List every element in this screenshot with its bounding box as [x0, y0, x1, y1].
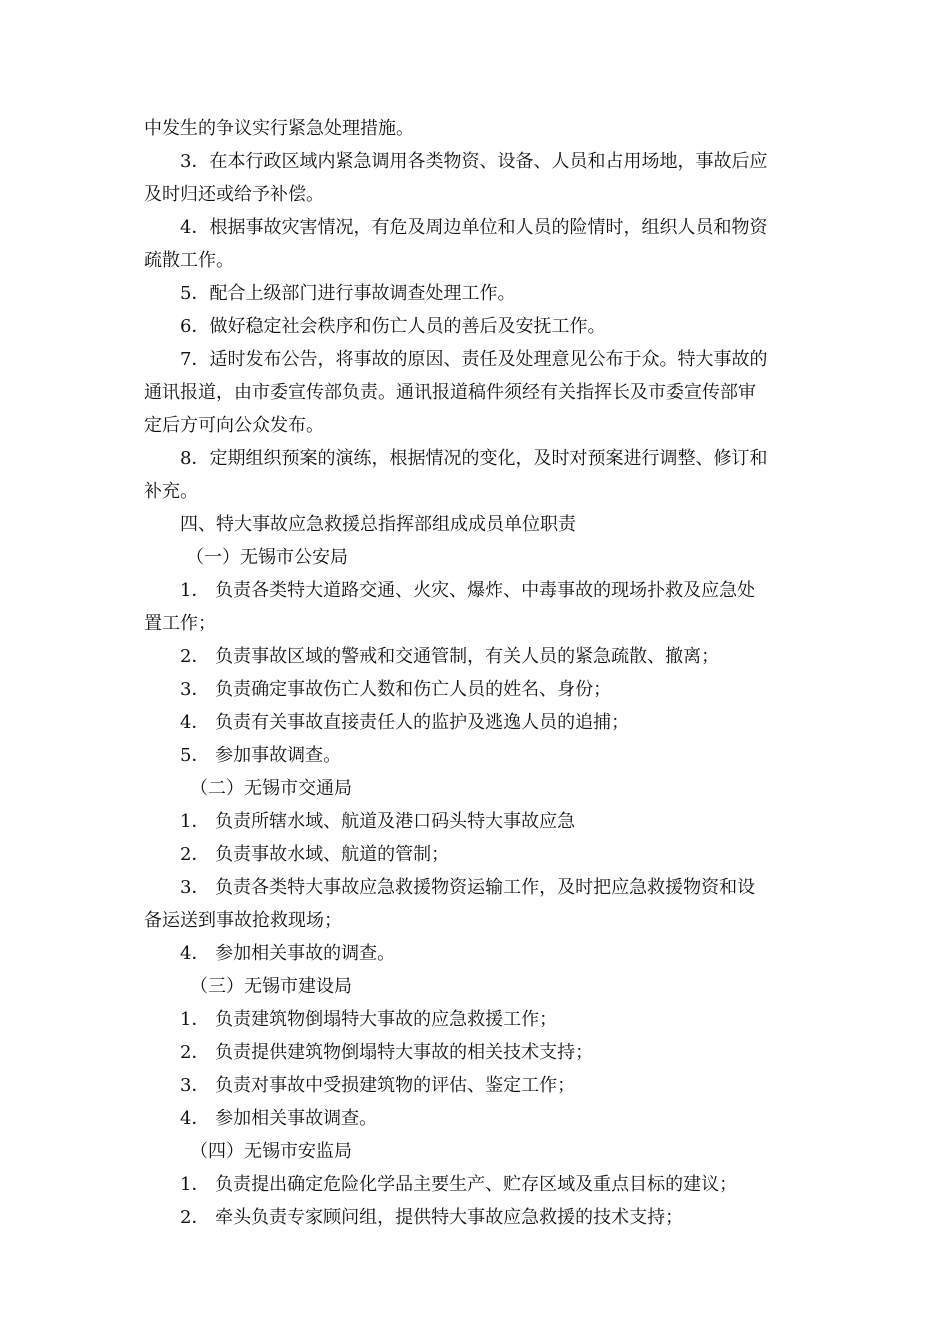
text-line: 1． 负责各类特大道路交通、火灾、爆炸、中毒事故的现场扑救及应急处 — [180, 580, 756, 601]
text-line: 2． 负责事故水域、航道的管制； — [180, 844, 450, 865]
text-line: 通讯报道，由市委宣传部负责。通讯报道稿件须经有关指挥长及市委宣传部审 — [144, 382, 756, 403]
subsection-heading: （三）无锡市建设局 — [190, 976, 352, 997]
text-line: 2． 负责提供建筑物倒塌特大事故的相关技术支持； — [180, 1042, 594, 1063]
text-line: 5．配合上级部门进行事故调查处理工作。 — [180, 283, 516, 304]
section-heading: 四、特大事故应急救援总指挥部组成成员单位职责 — [180, 514, 576, 535]
text-line: 定后方可向公众发布。 — [144, 415, 324, 436]
text-line: 4． 参加相关事故调查。 — [180, 1108, 378, 1129]
text-line: 及时归还或给予补偿。 — [144, 184, 324, 205]
text-line: 3． 负责各类特大事故应急救援物资运输工作，及时把应急救援物资和设 — [180, 877, 756, 898]
text-line: 3． 负责对事故中受损建筑物的评估、鉴定工作； — [180, 1075, 576, 1096]
text-line: 4． 负责有关事故直接责任人的监护及逃逸人员的追捕； — [180, 712, 630, 733]
subsection-heading: （一）无锡市公安局 — [186, 547, 348, 568]
text-line: 2． 负责事故区域的警戒和交通管制，有关人员的紧急疏散、撤离； — [180, 646, 720, 667]
text-line: 疏散工作。 — [144, 250, 234, 271]
text-line: 1． 负责所辖水域、航道及港口码头特大事故应急 — [180, 811, 576, 832]
text-line: 置工作； — [144, 613, 216, 634]
text-line: 1． 负责建筑物倒塌特大事故的应急救援工作； — [180, 1009, 558, 1030]
text-line: 中发生的争议实行紧急处理措施。 — [144, 118, 414, 139]
text-line: 补充。 — [144, 481, 198, 502]
text-line: 6．做好稳定社会秩序和伤亡人员的善后及安抚工作。 — [180, 316, 606, 337]
text-line: 3． 负责确定事故伤亡人数和伤亡人员的姓名、身份； — [180, 679, 612, 700]
text-line: 5． 参加事故调查。 — [180, 745, 342, 766]
text-line: 8．定期组织预案的演练，根据情况的变化，及时对预案进行调整、修订和 — [180, 448, 768, 469]
text-line: 4． 参加相关事故的调查。 — [180, 943, 396, 964]
text-line: 4．根据事故灾害情况，有危及周边单位和人员的险情时，组织人员和物资 — [180, 217, 768, 238]
text-line: 2． 牵头负责专家顾问组，提供特大事故应急救援的技术支持； — [180, 1207, 684, 1228]
text-line: 7．适时发布公告，将事故的原因、责任及处理意见公布于众。特大事故的 — [180, 349, 768, 370]
text-line: 1． 负责提出确定危险化学品主要生产、贮存区域及重点目标的建议； — [180, 1174, 738, 1195]
text-line: 3．在本行政区域内紧急调用各类物资、设备、人员和占用场地，事故后应 — [180, 151, 768, 172]
text-line: 备运送到事故抢救现场； — [144, 910, 342, 931]
subsection-heading: （二）无锡市交通局 — [190, 778, 352, 799]
subsection-heading: （四）无锡市安监局 — [190, 1141, 352, 1162]
